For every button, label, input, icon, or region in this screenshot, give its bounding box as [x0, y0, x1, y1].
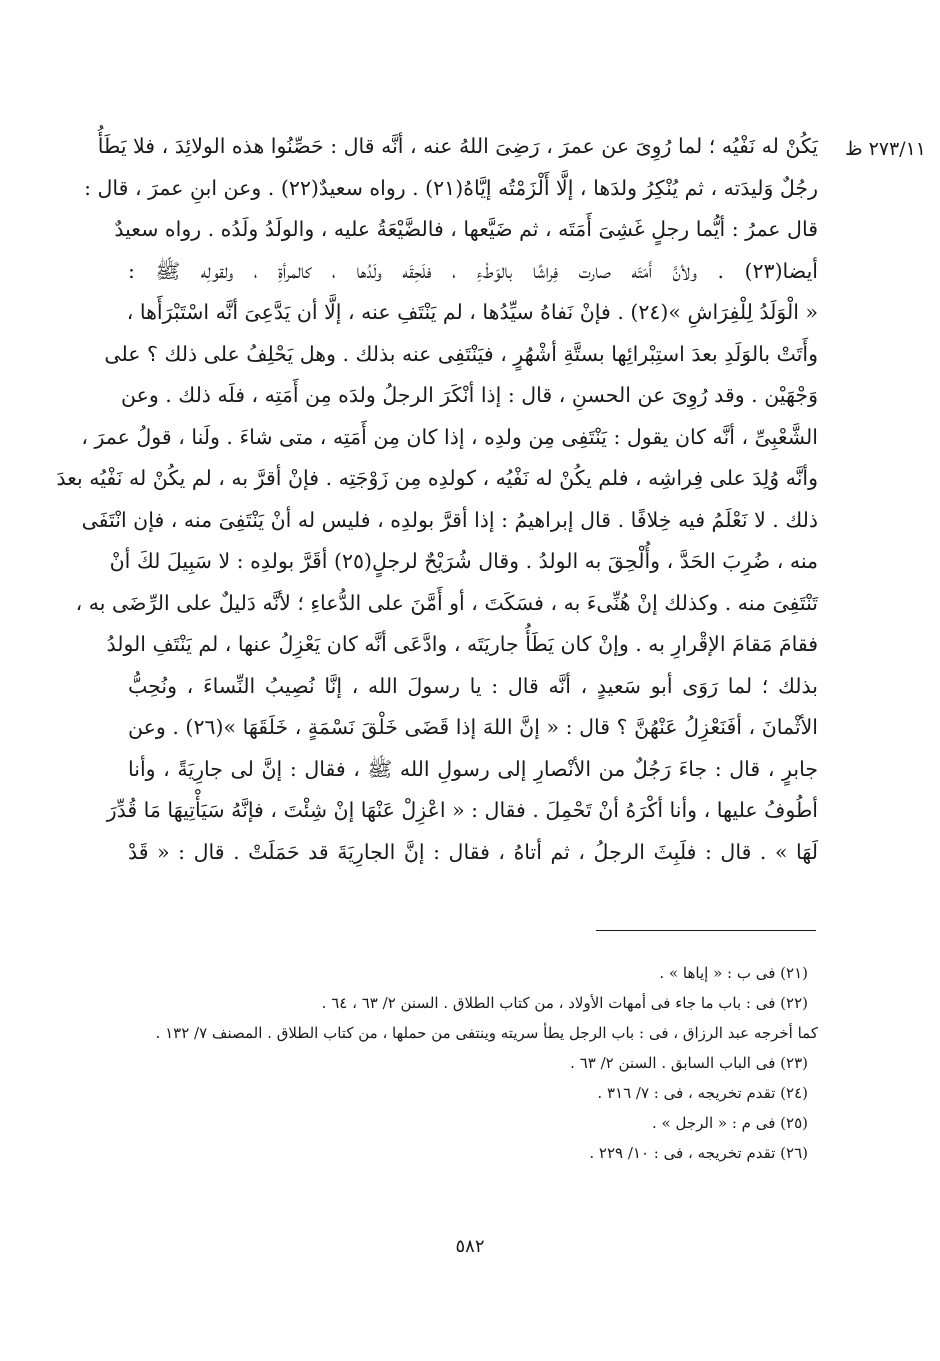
footnote: (٢٣) فى الباب السابق . السنن ٢/ ٦٣ . [570, 1054, 808, 1072]
text-line: وأنَّه وُلِدَ على فِراشِه ، فلم يكُنْ له نَفْيُه ، كولدِه مِن زَوْجَتِه . فإنْ أقرَّ به ، لم يكُنْ له نَفْيُه بعدَ [56, 466, 818, 490]
text-line: « الْوَلَدُ لِلْفِرَاشِ »(٢٤) . فإنْ نَفاهُ سيِّدُها ، لم يَنْتَفِ عنه ، إلَّا أن يَدَّعِىَ أنَّه اسْتَبْرَأَها ، [126, 300, 818, 324]
footnote-continuation: كما أخرجه عبد الرزاق ، فى : باب الرجل يطأ سريته وينتفى من حملها ، من كتاب الطلاق . المصنف ٧/ ١٣٢ . [155, 1024, 818, 1042]
text-line: وَجْهَيْن . وقد رُوِىَ عن الحسنِ ، قال : إذا أنْكَرَ الرجلُ ولدَه مِن أَمَتِه ، فلَه ذلك . وعن [121, 383, 818, 407]
text-line: الشَّعْبِىِّ ، أنَّه كان يقول : يَنْتَفِى مِن ولدِه ، إذا كان مِن أَمَتِه ، متى شاءَ . ولَنا ، قولُ عمرَ ، [81, 424, 818, 449]
text-line: تَنْتَفِىَ منه . وكذلك إنْ هُنِّىءَ به ، فسَكَتَ ، أو أَمَّنَ على الدُّعاءِ ؛ لأنَّه دَليلٌ على الرِّضَى به ، [75, 590, 818, 615]
page-number: ٥٨٢ [455, 1236, 485, 1257]
text-line: وأَتَتْ بالوَلَدِ بعدَ استِبْرائِها بستَّةِ أشْهُرٍ ، فيَنْتَفِى عنه بذلك . وهل يَحْلِفُ على ذلك ؟ على [104, 341, 818, 366]
footnote: (٢٤) تقدم تخريجه ، فى : ٧/ ٣١٦ . [597, 1084, 808, 1102]
footnote: (٢٦) تقدم تخريجه ، فى : ١٠/ ٢٢٩ . [589, 1144, 808, 1162]
footnote-separator [596, 930, 816, 931]
margin-reference: ٢٧٣/١١ ظ [844, 138, 926, 160]
footnotes [128, 958, 818, 1168]
footnote: (٢٢) فى : باب ما جاء فى أمهات الأولاد ، من كتاب الطلاق . السنن ٢/ ٦٣ ، ٦٤ . [321, 994, 808, 1012]
footnote: (٢٥) فى م : « الرجل » . [652, 1114, 808, 1132]
footnote: (٢١) فى ب : « إياها » . [659, 964, 808, 982]
text-line: أيضا(٢٣) . ولأنَّ أَمَتَه صارت فِراشًا بالوَطْءِ ، فلَحِقَه ولَدُها ، كالمرأةِ ، ولقولِه ﷺ : [128, 258, 818, 283]
text-line: لَهَا » . قال : فلَبِثَ الرجلُ ، ثم أتاهُ ، فقال : إنَّ الجارِيَةَ قد حَمَلَتْ . قال : « قَدْ [128, 839, 818, 864]
text-line: منه ، ضُرِبَ الحَدَّ ، وأُلْحِقَ به الولدُ . وقال شُرَيْحٌ لرجلٍ(٢٥) أقَرَّ بولدِه : لا سَبِيلَ لكَ أنْ [109, 549, 818, 573]
text-line: بذلك ؛ لما رَوَى أبو سَعيدٍ ، أنَّه قال : يا رسولَ الله ، إنَّا نُصِيبُ النِّساءَ ، ونُحِبُّ [128, 673, 818, 698]
text-line: فقامَ مَقامَ الإقْرارِ به . وإنْ كان يَطَأُ جاريَتَه ، وادَّعَى أنَّه كان يَعْزِلُ عنها ، لم يَنْتَفِ الولدُ [106, 632, 818, 656]
text-line: قال عمرُ : أيُّما رجلٍ غَشِىَ أَمَتَه ، ثم ضَيَّعها ، فالضَّيْعَةُ عليه ، والولَدُ ولَدُه . رواه سعيدٌ [114, 217, 818, 241]
text-line: ذلك . لا نَعْلَمُ فيه خِلافًا . قال إبراهيمُ : إذا أقرَّ بولدِه ، فليس له أنْ يَنْتَفِىَ منه ، فإن انْتَفَى [81, 507, 818, 532]
text-line: يَكُنْ له نَفْيُه ؛ لما رُوِىَ عن عمرَ ، رَضِىَ اللهُ عنه ، أنَّه قال : حَصِّنُوا هذه الولائِدَ ، فلا يَطَأُ [97, 134, 818, 158]
text-line: رجُلٌ وَليدَته ، ثم يُنْكِرُ ولدَها ، إلَّا أَلْزَمْتُه إيَّاهُ(٢١) . رواه سعيدٌ(٢٢) . وعن ابنِ عمرَ ، قال : [84, 175, 818, 200]
text-line: أطُوفُ عليها ، وأنا أكْرَهُ أنْ تَحْمِلَ . فقال : « اعْزِلْ عَنْهَا إنْ شِئْتَ ، فإنَّهُ سَيَأْتِيهَا مَا قُدِّرَ [106, 798, 818, 822]
text-line: الأثْمانَ ، أفَنَعْزِلُ عَنْهُنَّ ؟ قال : « إنَّ اللهَ إذا قَضَى خَلْقَ نَسْمَةٍ ، خَلَقَهَا »(٢٦) . وعن [128, 715, 818, 739]
text-line: جابرٍ ، قال : جاءَ رَجُلٌ من الأنْصارِ إلى رسولِ الله ﷺ ، فقال : إنَّ لى جارِيَةً ، وأنا [128, 756, 818, 781]
main-text [56, 126, 818, 873]
